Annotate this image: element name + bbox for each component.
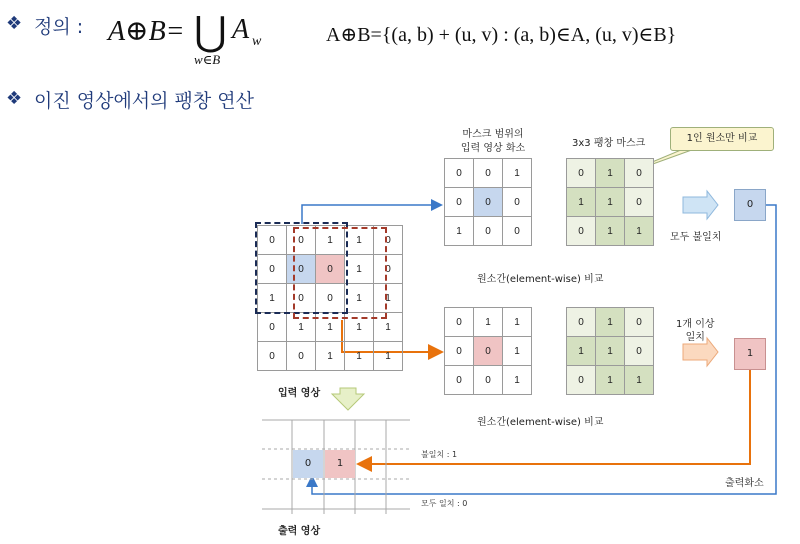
- grid-cell: 0: [258, 342, 287, 371]
- grid-cell: 1: [503, 366, 532, 395]
- grid-cell: 1: [474, 308, 503, 337]
- grid-cell: 1: [596, 308, 625, 337]
- grid-cell: 1: [625, 217, 654, 246]
- grid-cell: 1: [345, 342, 374, 371]
- output-image-label: 출력 영상: [278, 526, 321, 537]
- grid-row: [567, 159, 654, 188]
- match-label: [676, 318, 715, 344]
- grid-cell: 1: [567, 188, 596, 217]
- grid-cell: 0: [374, 255, 403, 284]
- grid-cell: 1: [374, 284, 403, 313]
- grid-cell: 1: [503, 308, 532, 337]
- grid-cell: 0: [287, 226, 316, 255]
- grid-cell: 1: [345, 284, 374, 313]
- grid-cell: 0: [258, 226, 287, 255]
- grid-cell: 0: [445, 159, 474, 188]
- input-image-label: 입력 영상: [278, 388, 321, 399]
- grid-cell: 1: [625, 366, 654, 395]
- mask-range-label: [448, 128, 538, 156]
- grid-cell: 1: [287, 313, 316, 342]
- grid-cell: 0: [445, 188, 474, 217]
- bottom-mask-grid: [566, 307, 654, 395]
- grid-row: [445, 366, 532, 395]
- grid-cell: 0: [625, 308, 654, 337]
- grid-cell: 0: [474, 337, 503, 366]
- grid-cell: 0: [258, 255, 287, 284]
- grid-cell: 0: [625, 159, 654, 188]
- grid-cell: 0: [287, 284, 316, 313]
- grid-cell: 0: [474, 188, 503, 217]
- grid-row: [258, 342, 403, 371]
- output-pixel-label: 출력화소: [725, 478, 764, 489]
- window-box-red: [293, 227, 387, 319]
- definition-formula: A⊕B={(a, b) + (u, v) : (a, b)∈A, (u, v)∈B}: [326, 24, 677, 46]
- grid-row: [445, 308, 532, 337]
- union-subscript: w∈B: [194, 52, 221, 67]
- grid-cell: 1: [316, 313, 345, 342]
- result-box-0: 0: [734, 189, 766, 221]
- mask-range-line2: 입력 영상 화소: [460, 143, 526, 154]
- union-symbol: ⋃: [194, 9, 227, 54]
- grid-cell: 1: [345, 313, 374, 342]
- grid-cell: 0: [316, 284, 345, 313]
- grid-cell: 0: [567, 159, 596, 188]
- grid-cell: 1: [503, 159, 532, 188]
- grid-cell: 0: [567, 217, 596, 246]
- grid-cell: 0: [474, 159, 503, 188]
- grid-cell: 0: [474, 366, 503, 395]
- callout-box: 1인 원소만 비교: [670, 127, 774, 151]
- grid-cell: 0: [503, 188, 532, 217]
- grid-cell: 0: [567, 366, 596, 395]
- grid-cell: 1: [316, 342, 345, 371]
- grid-cell: 0: [374, 226, 403, 255]
- formula-rhs-sub: w: [252, 34, 262, 49]
- formula-lhs: A⊕B=: [108, 16, 185, 47]
- grid-cell: 1: [316, 226, 345, 255]
- grid-cell: 0: [625, 188, 654, 217]
- dilation-mask-label: 3x3 팽창 마스크: [572, 138, 646, 149]
- grid-cell: 1: [374, 342, 403, 371]
- grid-cell: 1: [596, 159, 625, 188]
- grid-cell: 1: [445, 217, 474, 246]
- grid-cell: 0: [258, 313, 287, 342]
- grid-cell: 0: [445, 308, 474, 337]
- grid-row: [567, 308, 654, 337]
- top-mask-grid: [566, 158, 654, 246]
- down-arrow: [332, 388, 364, 410]
- heading1-label: 정의 :: [34, 16, 84, 38]
- grid-row: [567, 188, 654, 217]
- grid-cell: 1: [596, 188, 625, 217]
- heading2-bullet: ❖: [6, 88, 23, 109]
- match-line1: 1개 이상: [676, 319, 715, 330]
- grid-cell: 0: [474, 217, 503, 246]
- heading1-bullet: ❖: [6, 13, 23, 34]
- grid-cell: 0: [316, 255, 345, 284]
- grid-row: [567, 337, 654, 366]
- grid-cell: 1: [596, 337, 625, 366]
- blue-arrow-right: [683, 191, 718, 219]
- all-mismatch-label: 모두 불일치: [670, 232, 722, 243]
- grid-cell: 0: [445, 366, 474, 395]
- grid-row: [567, 217, 654, 246]
- grid-cell: 0: [567, 308, 596, 337]
- elementwise-bottom-label: 원소간(element-wise) 비교: [477, 417, 604, 428]
- grid-cell: 0: [287, 342, 316, 371]
- grid-row: [445, 337, 532, 366]
- grid-cell: 0: [287, 255, 316, 284]
- grid-row: [567, 366, 654, 395]
- mismatch-note: 불일치 : 1: [421, 450, 458, 459]
- result-box-1: 1: [734, 338, 766, 370]
- all-match-note: 모두 일치 : 0: [421, 499, 468, 508]
- mask-range-line1: 마스크 범위의: [462, 129, 524, 140]
- grid-cell: 1: [596, 366, 625, 395]
- grid-cell: 1: [345, 226, 374, 255]
- grid-row: [445, 188, 532, 217]
- grid-row: [445, 217, 532, 246]
- grid-cell: 1: [596, 217, 625, 246]
- bottom-patch-grid: [444, 307, 532, 395]
- grid-cell: 1: [374, 313, 403, 342]
- elementwise-top-label: 원소간(element-wise) 비교: [477, 274, 604, 285]
- grid-row: [445, 159, 532, 188]
- output-cell-0: 0: [293, 450, 323, 478]
- grid-cell: 1: [567, 337, 596, 366]
- output-cell-1: 1: [325, 450, 355, 478]
- heading2-label: 이진 영상에서의 팽창 연산: [34, 90, 255, 112]
- grid-cell: 0: [625, 337, 654, 366]
- grid-cell: 1: [345, 255, 374, 284]
- grid-cell: 0: [503, 217, 532, 246]
- match-line2: 일치: [685, 332, 705, 343]
- top-patch-grid: [444, 158, 532, 246]
- formula-rhs: A: [232, 14, 250, 45]
- grid-cell: 0: [445, 337, 474, 366]
- grid-cell: 1: [503, 337, 532, 366]
- grid-cell: 1: [258, 284, 287, 313]
